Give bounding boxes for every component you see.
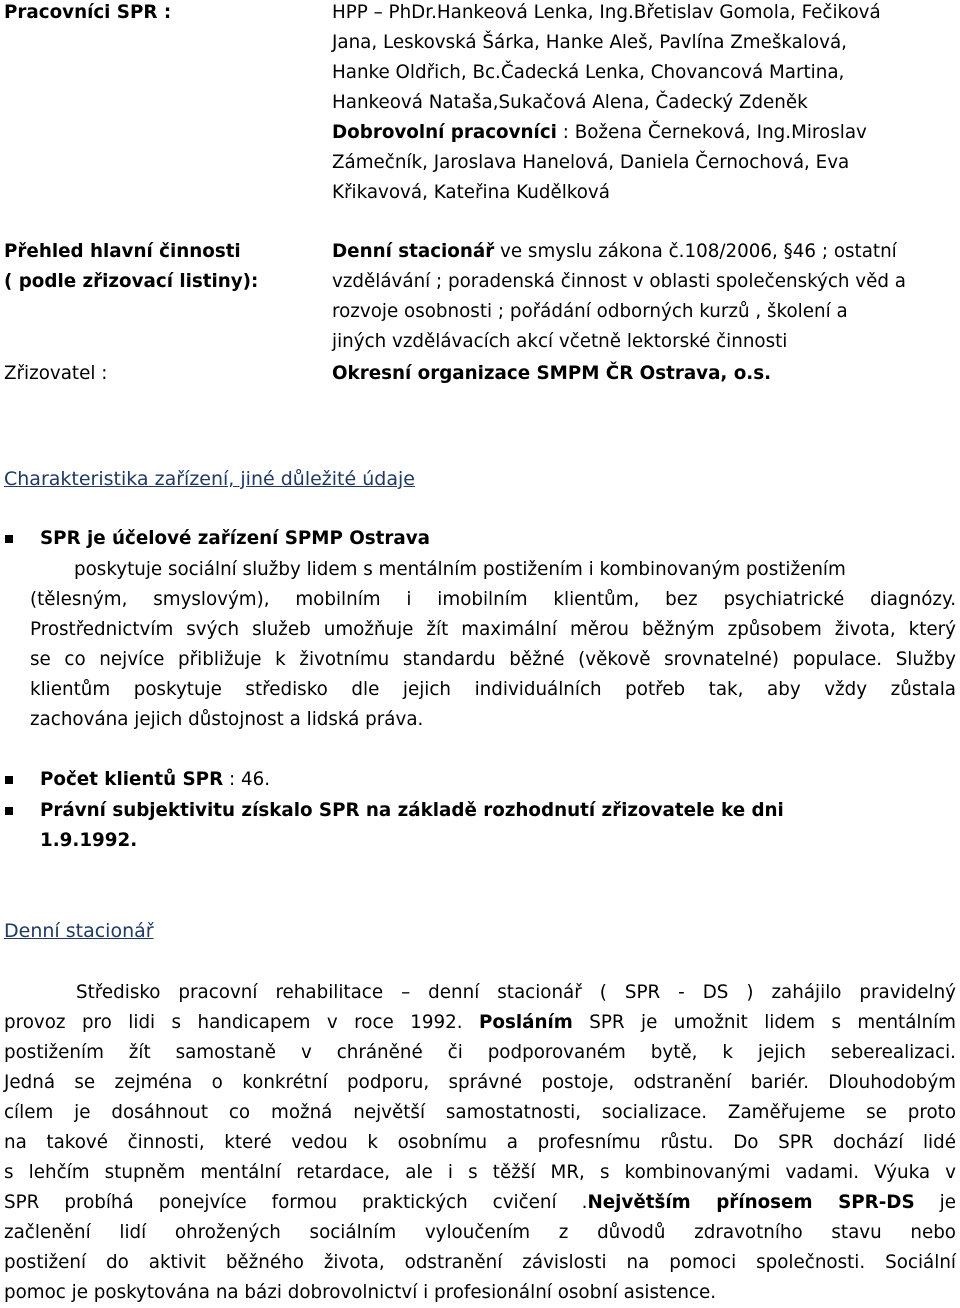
day-center-paragraph: [4, 978, 956, 1308]
paragraph-line: postižení do aktivit běžného života, odstranění závislosti na pomoci společnosti. Sociální: [4, 1252, 956, 1273]
paragraph-line: poskytuje sociální služby lidem s mentálním postižením i kombinovaným postižením: [74, 559, 846, 580]
paragraph-line: začlenění lidí ohrožených sociálním vyloučením z důvodů zdravotního stavu nebo: [4, 1222, 956, 1243]
paragraph-line: [4, 1188, 956, 1218]
square-bullet-icon: [4, 806, 14, 816]
bullet-text: [40, 796, 960, 856]
activity-line: rozvoje osobnosti ; pořádání odborných kurzů , školení a: [332, 301, 848, 322]
activity-bold-lead: Denní stacionář: [332, 241, 495, 262]
client-count-value: : 46.: [223, 769, 271, 790]
staff-line: HPP – PhDr.Hankeová Lenka, Ing.Břetislav Gomola, Fečiková: [332, 2, 881, 23]
bullet-line: Právní subjektivitu získalo SPR na základě rozhodnutí zřizovatele ke dni: [40, 800, 784, 821]
characteristics-heading: Charakteristika zařízení, jiné důležité údaje: [4, 468, 415, 490]
volunteers-text: : Božena Černeková, Ing.Miroslav: [556, 122, 867, 143]
bullet-text: [40, 765, 960, 795]
paragraph-line: s lehčím stupněm mentální retardace, ale i s těžší MR, s kombinovanými vadami. Výuka v: [4, 1162, 956, 1183]
paragraph-line: na takové činnosti, které vedou k osobnímu a profesnímu růstu. Do SPR dochází lidé: [4, 1132, 956, 1153]
staff-label: Pracovníci SPR :: [4, 2, 172, 23]
activity-label-line: ( podle zřizovací listiny):: [4, 271, 259, 292]
founder-label: Zřizovatel :: [4, 363, 108, 384]
activity-line: vzdělávání ; poradenská činnost v oblasti společenských věd a: [332, 271, 906, 292]
volunteers-label: Dobrovolní pracovníci: [332, 122, 557, 143]
paragraph-line: [4, 1008, 956, 1038]
activity-text: [332, 237, 958, 357]
volunteers-line: [332, 118, 958, 148]
paragraph-line: postižením žít samostaně v chráněné či podporovaném bytě, k jejich seberealizaci.: [4, 1042, 956, 1063]
staff-line: Hanke Oldřich, Bc.Čadecká Lenka, Chovancová Martina,: [332, 62, 845, 83]
activity-line: jiných vzdělávacích akcí včetně lektorské činnosti: [332, 331, 788, 352]
volunteers-line: Křikavová, Kateřina Kudělková: [332, 182, 610, 203]
square-bullet-icon: [4, 775, 14, 785]
client-count-label: Počet klientů SPR: [40, 769, 224, 790]
mission-text: SPR je umožnit lidem s mentálním: [572, 1012, 956, 1033]
paragraph-line: Prostřednictvím svých služeb umožňuje žít maximální měrou běžným způsobem života, který: [30, 619, 956, 640]
activity-label-line: Přehled hlavní činnosti: [4, 241, 241, 262]
paragraph-line: zachována jejich důstojnost a lidská práva.: [30, 709, 424, 730]
paragraph-line: cílem je dosáhnout co možná největší samostatnosti, socializace. Zaměřujeme se proto: [4, 1102, 956, 1123]
benefit-text: je: [914, 1192, 956, 1213]
paragraph-line: (tělesným, smyslovým), mobilním i imobilním klientům, bez psychiatrické diagnózy.: [30, 589, 956, 610]
staff-list: [332, 0, 958, 208]
activity-line: [332, 237, 958, 267]
paragraph-text: provoz pro lidi s handicapem v roce 1992.: [4, 1012, 479, 1033]
staff-line: Jana, Leskovská Šárka, Hanke Aleš, Pavlína Zmeškalová,: [332, 32, 847, 53]
volunteers-line: Zámečník, Jaroslava Hanelová, Daniela Černochová, Eva: [332, 152, 850, 173]
day-center-heading: Denní stacionář: [4, 920, 154, 942]
activity-label: [4, 237, 324, 297]
square-bullet-icon: [4, 534, 14, 544]
staff-line: Hankeová Nataša,Sukačová Alena, Čadecký Zdeněk: [332, 92, 808, 113]
bullet-title: SPR je účelové zařízení SPMP Ostrava: [40, 528, 431, 549]
paragraph-line: Jedná se zejména o konkrétní podporu, správné postoje, odstranění bariér. Dlouhodobým: [4, 1072, 956, 1093]
paragraph-line: pomoc je poskytována na bázi dobrovolnictví i profesionální osobní asistence.: [4, 1282, 717, 1303]
paragraph-text: SPR probíhá ponejvíce formou praktických cvičení .: [4, 1192, 588, 1213]
paragraph-line: Středisko pracovní rehabilitace – denní stacionář ( SPR - DS ) zahájilo pravidelný: [76, 982, 956, 1003]
paragraph-line: se co nejvíce přibližuje k životnímu standardu běžné (věkově srovnatelné) populace. Služby: [30, 649, 956, 670]
benefit-bold: Největším přínosem SPR-DS: [587, 1192, 915, 1213]
bullet1-paragraph: [30, 555, 956, 735]
bullet-line: 1.9.1992.: [40, 830, 138, 851]
activity-line-text: ve smyslu zákona č.108/2006, §46 ; ostatní: [494, 241, 897, 262]
mission-bold: Posláním: [479, 1012, 573, 1033]
founder-value: Okresní organizace SMPM ČR Ostrava, o.s.: [332, 363, 772, 384]
paragraph-line: klientům poskytuje středisko dle jejich individuálních potřeb tak, aby vždy zůstala: [30, 679, 956, 700]
